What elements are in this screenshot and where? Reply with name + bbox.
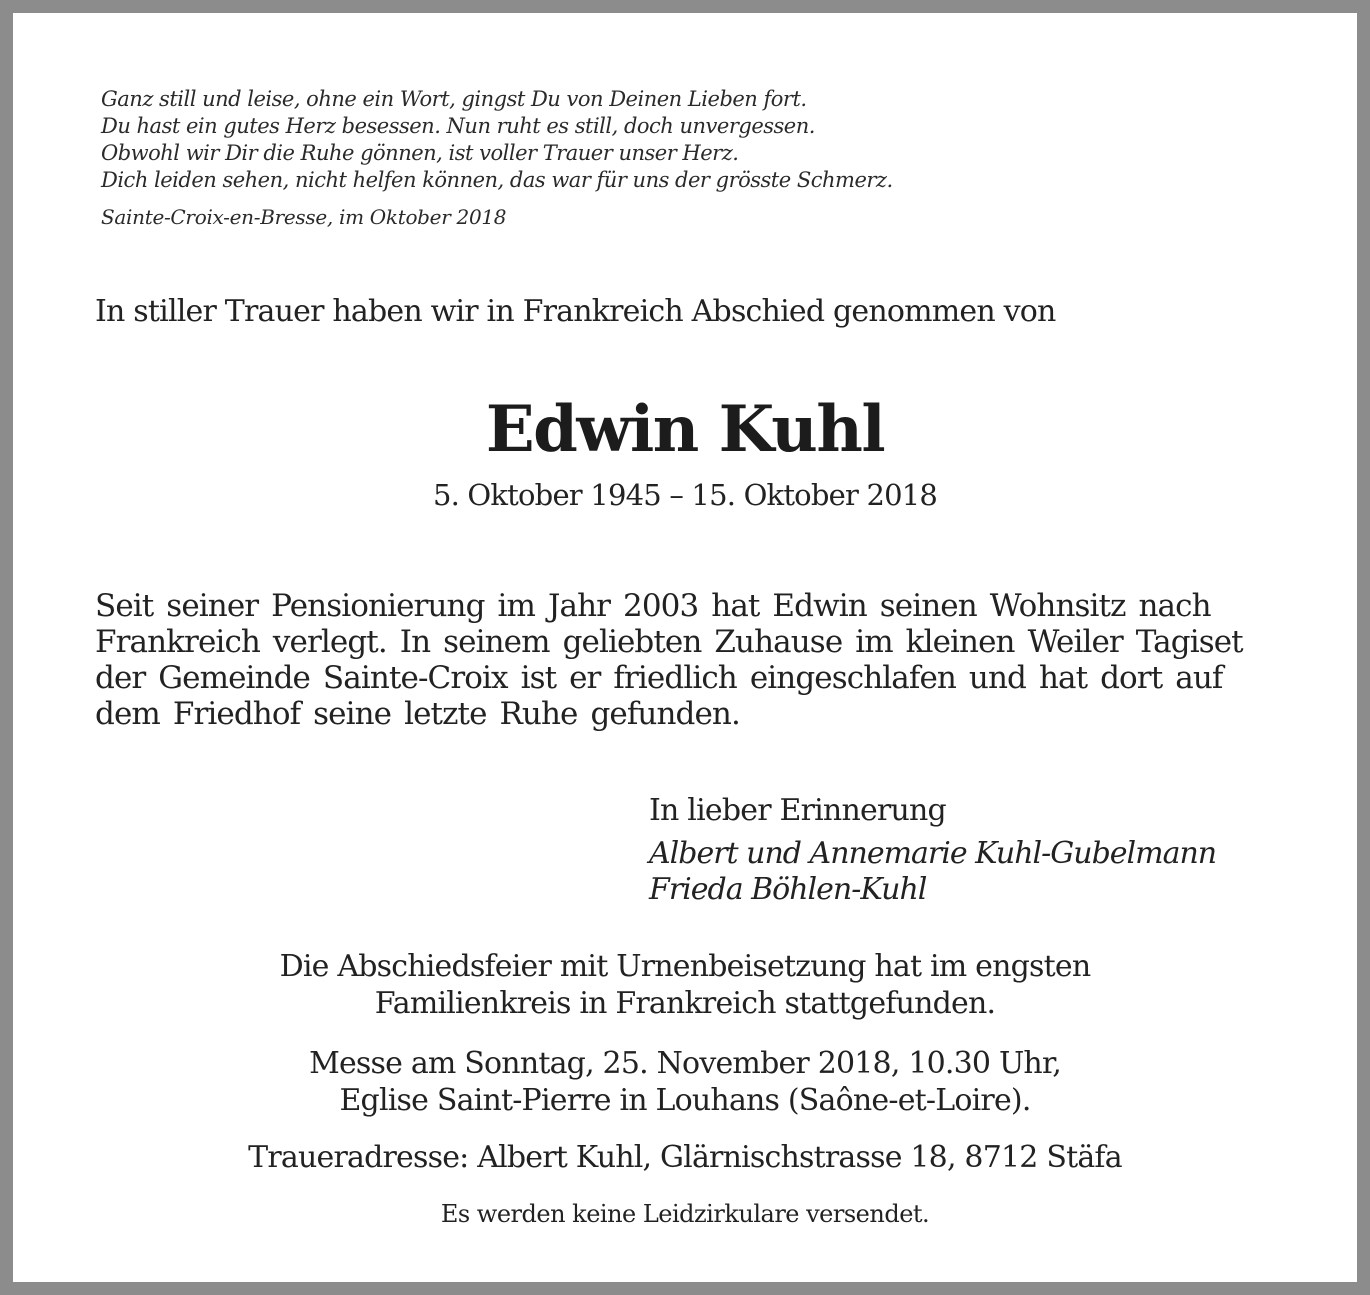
ceremony-line: Die Abschiedsfeier mit Urnenbeisetzung hat im engsten [279, 949, 1091, 984]
mourner-name: Frieda Böhlen-Kuhl [649, 872, 927, 907]
mourning-address [13, 1139, 1357, 1176]
poem-line: Obwohl wir Dir die Ruhe gönnen, ist voller Trauer unser Herz. [101, 141, 739, 165]
poem [101, 86, 1201, 194]
mourner-name: Albert und Annemarie Kuhl-Gubelmann [649, 836, 1217, 871]
biography-line: Seit seiner Pensionierung im Jahr 2003 hat Edwin seinen Wohnsitz nach [95, 588, 1211, 624]
biography [95, 588, 1280, 732]
mass-notice [13, 1045, 1357, 1119]
mass-line: Messe am Sonntag, 25. November 2018, 10.30 Uhr, [309, 1046, 1061, 1081]
intro-text: In stiller Trauer haben wir in Frankreich Abschied genommen von [95, 294, 1056, 329]
obituary-page [13, 13, 1357, 1282]
biography-line: der Gemeinde Sainte-Croix ist er friedlich eingeschlafen und hat dort auf [95, 660, 1223, 696]
ceremony-notice [13, 948, 1357, 1022]
signature-intro: In lieber Erinnerung [649, 793, 946, 828]
circular-note: Es werden keine Leidzirkulare versendet. [440, 1200, 930, 1228]
place-date: Sainte-Croix-en-Bresse, im Oktober 2018 [101, 205, 507, 229]
signature-block [649, 792, 1216, 908]
biography-line: dem Friedhof seine letzte Ruhe gefunden. [95, 696, 740, 732]
life-dates: 5. Oktober 1945 – 15. Oktober 2018 [432, 478, 938, 512]
address-line: Traueradresse: Albert Kuhl, Glärnischstrasse 18, 8712 Stäfa [248, 1140, 1122, 1175]
poem-line: Du hast ein gutes Herz besessen. Nun ruht es still, doch unvergessen. [101, 114, 815, 138]
deceased-name: Edwin Kuhl [485, 392, 885, 467]
ceremony-line: Familienkreis in Frankreich stattgefunden. [374, 986, 996, 1021]
mass-line: Eglise Saint-Pierre in Louhans (Saône-et-Loire). [339, 1083, 1031, 1118]
poem-line: Ganz still und leise, ohne ein Wort, gingst Du von Deinen Lieben fort. [101, 87, 807, 111]
biography-line: Frankreich verlegt. In seinem geliebten Zuhause im kleinen Weiler Tagiset [95, 624, 1243, 660]
poem-line: Dich leiden sehen, nicht helfen können, das war für uns der grösste Schmerz. [101, 168, 893, 192]
